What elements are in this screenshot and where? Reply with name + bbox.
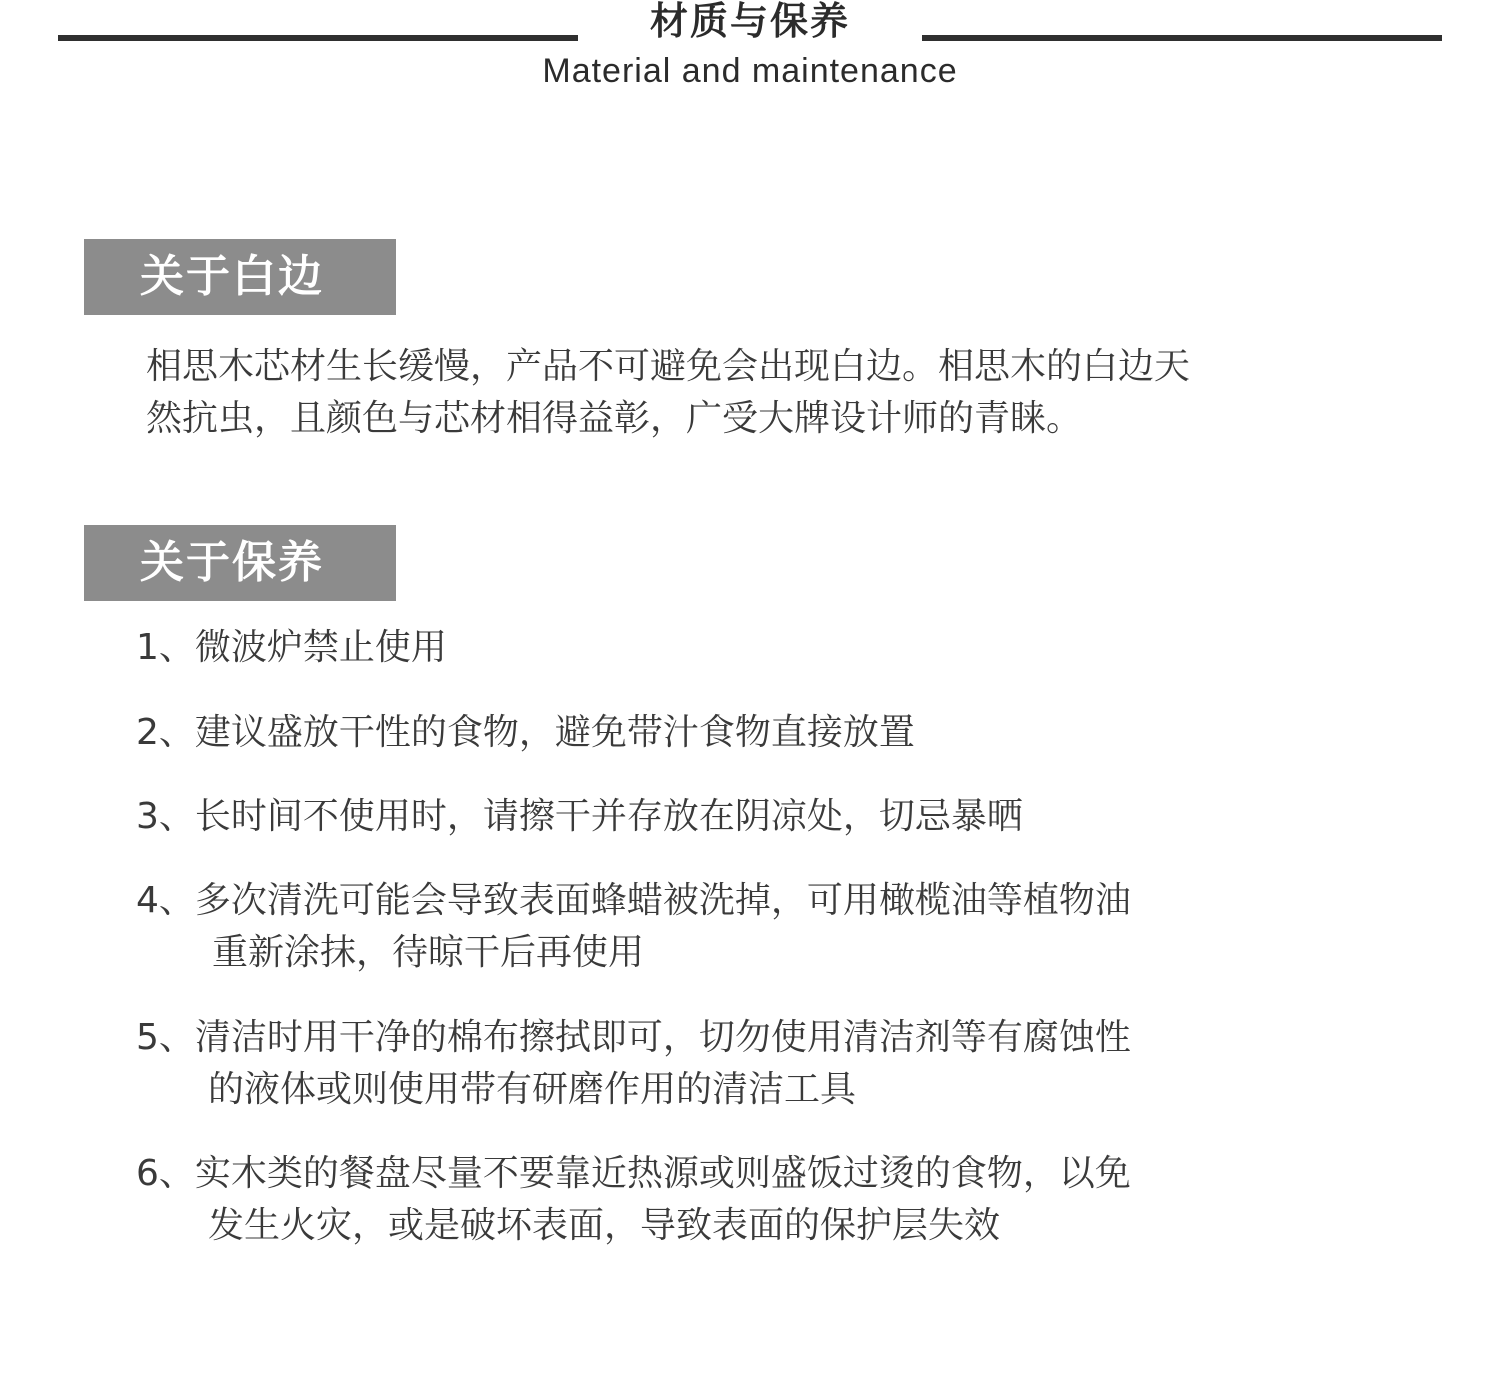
page-title: 材质与保养 bbox=[649, 0, 850, 43]
list-item bbox=[136, 622, 1336, 674]
list-item-line-2: 发生火灾，或是破坏表面，导致表面的保护层失效 bbox=[208, 1205, 1001, 1246]
white-edge-paragraph bbox=[146, 341, 1376, 445]
list-item-line-1: 2、建议盛放干性的食物，避免带汁食物直接放置 bbox=[136, 712, 915, 753]
list-item-line-2: 的液体或则使用带有研磨作用的清洁工具 bbox=[208, 1069, 857, 1110]
list-item bbox=[136, 1012, 1336, 1116]
section-label-maintenance: 关于保养 bbox=[84, 525, 396, 601]
list-item-line-1: 4、多次清洗可能会导致表面蜂蜡被洗掉，可用橄榄油等植物油 bbox=[136, 880, 1131, 921]
list-item-line-1: 3、长时间不使用时，请擦干并存放在阴凉处，切忌暴晒 bbox=[136, 796, 1023, 837]
section-label-white-edge: 关于白边 bbox=[84, 239, 396, 315]
list-item bbox=[136, 875, 1336, 979]
list-item-line-1: 1、微波炉禁止使用 bbox=[136, 627, 447, 668]
list-item-line-2: 重新涂抹，待晾干后再使用 bbox=[212, 932, 645, 973]
list-item-line-1: 5、清洁时用干净的棉布擦拭即可，切勿使用清洁剂等有腐蚀性 bbox=[136, 1017, 1131, 1058]
list-item bbox=[136, 707, 1336, 759]
list-item-line-1: 6、实木类的餐盘尽量不要靠近热源或则盛饭过烫的食物，以免 bbox=[136, 1153, 1131, 1194]
list-item bbox=[136, 1148, 1336, 1252]
list-item bbox=[136, 791, 1336, 843]
white-edge-line-1: 相思木芯材生长缓慢，产品不可避免会出现白边。相思木的白边天 bbox=[146, 346, 1191, 387]
white-edge-line-2: 然抗虫，且颜色与芯材相得益彰，广受大牌设计师的青睐。 bbox=[146, 398, 1083, 439]
page-subtitle: Material and maintenance bbox=[542, 52, 958, 90]
